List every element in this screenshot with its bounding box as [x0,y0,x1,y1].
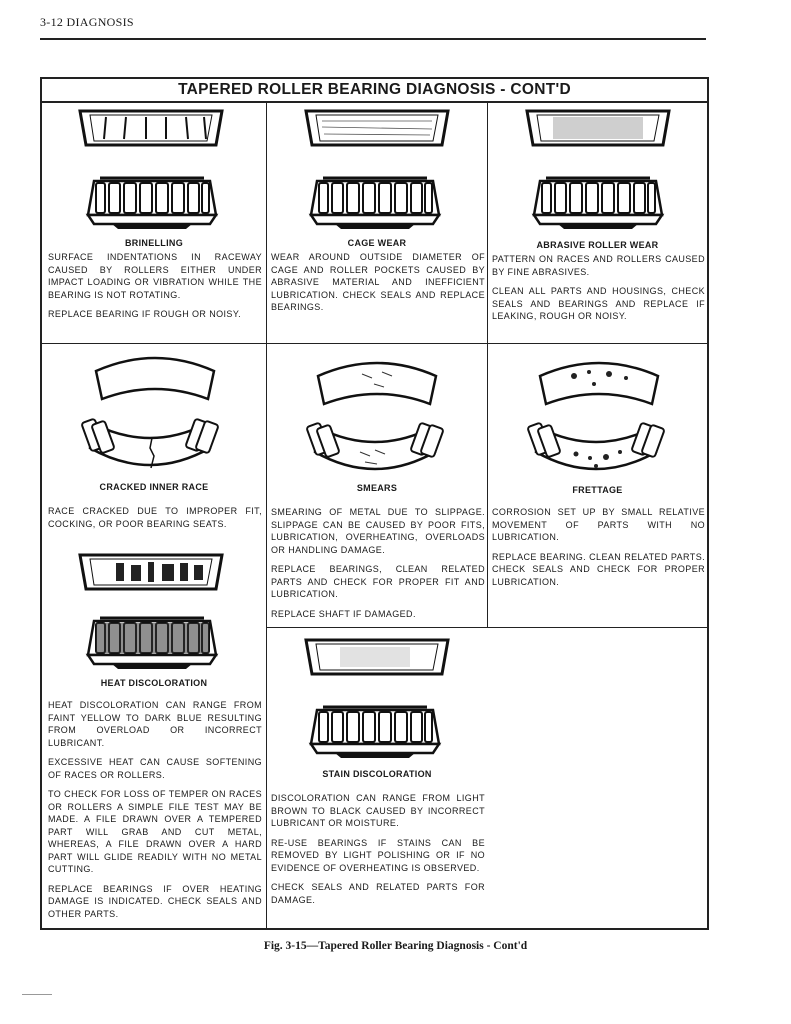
paragraph: REPLACE BEARINGS, CLEAN RELATED PARTS AND CHECK FOR PROPER FIT AND LUBRICATION. [271,564,485,599]
bearing-cup-illustration [523,107,673,149]
bearing-cone-illustration [82,609,222,671]
cell-brinelling [42,101,266,343]
paragraph: EXCESSIVE HEAT CAN CAUSE SOFTENING OF RACES OR ROLLERS. [48,757,262,780]
condition-title: HEAT DISCOLORATION [100,678,208,688]
table-title: TAPERED ROLLER BEARING DIAGNOSIS - CONT'D [42,79,707,103]
cell-stain-discoloration [267,628,487,930]
race-segment-illustration [534,354,664,414]
footer-mark [22,994,52,995]
race-segment-illustration [90,349,220,409]
paragraph: REPLACE BEARING IF ROUGH OR NOISY. [48,309,241,319]
cone-segment-illustration [526,412,666,482]
condition-description [48,699,262,927]
condition-description [48,505,262,537]
cell-frettage [488,344,707,627]
bearing-cone-illustration [305,169,445,231]
paragraph: SMEARING OF METAL DUE TO SLIPPAGE. SLIPPAGE CAN BE CAUSED BY POOR FITS, LUBRICATION, OVERHEATING, OVERLOADS OR HANDLING DAMAGE. [271,507,485,555]
paragraph: RE-USE BEARINGS IF STAINS CAN BE REMOVED BY LIGHT POLISHING OR IF NO EVIDENCE OF OVERHEATING IS OBSERVED. [271,837,485,873]
paragraph: RACE CRACKED DUE TO IMPROPER FIT, COCKING, OR POOR BEARING SEATS. [48,506,262,529]
bearing-cup-illustration [302,107,452,149]
condition-title: ABRASIVE ROLLER WEAR [536,240,659,250]
paragraph: SURFACE INDENTATIONS IN RACEWAY CAUSED BY ROLLERS EITHER UNDER IMPACT LOADING OR VIBRATION WHILE THE BEARING IS NOT ROTATING. [48,252,262,300]
condition-description [492,506,705,595]
bearing-cone-illustration [305,698,445,760]
paragraph: CLEAN ALL PARTS AND HOUSINGS, CHECK SEALS AND BEARINGS AND REPLACE IF LEAKING, ROUGH OR NOISY. [492,286,705,321]
condition-description [271,506,485,627]
condition-title: SMEARS [356,483,398,493]
condition-title: BRINELLING [125,238,183,248]
paragraph: REPLACE BEARINGS IF OVER HEATING DAMAGE IS INDICATED. CHECK SEALS AND OTHER PARTS. [48,883,262,919]
bearing-cone-illustration [528,169,668,231]
paragraph: PATTERN ON RACES AND ROLLERS CAUSED BY FINE ABRASIVES. [492,254,705,277]
condition-title: STAIN DISCOLORATION [322,769,432,779]
paragraph: CHECK SEALS AND RELATED PARTS FOR DAMAGE. [271,882,485,905]
condition-description [271,792,485,913]
bearing-cup-illustration [302,636,452,678]
condition-title: CRACKED INNER RACE [99,482,209,492]
cone-segment-illustration [305,412,445,482]
cell-smears [267,344,487,627]
condition-title: FRETTAGE [572,485,623,495]
condition-title: CAGE WEAR [347,238,407,248]
cell-heat-discoloration [42,547,266,930]
condition-description [492,253,705,330]
figure-caption: Fig. 3-15—Tapered Roller Bearing Diagnosis - Cont'd [263,940,528,952]
bearing-cup-illustration [76,107,226,149]
paragraph: WEAR AROUND OUTSIDE DIAMETER OF CAGE AND ROLLER POCKETS CAUSED BY ABRASIVE MATERIAL AND INEFFICIENT LUBRICATION. CHECK SEALS AND REPLACE BEARINGS. [271,252,485,312]
cell-cracked-inner-race [42,344,266,544]
paragraph: DISCOLORATION CAN RANGE FROM LIGHT BROWN TO BLACK CAUSED BY INCORRECT LUBRICANT OR MOISTURE. [271,793,485,828]
paragraph: HEAT DISCOLORATION CAN RANGE FROM FAINT YELLOW TO DARK BLUE RESULTING FROM OVERLOAD OR INCORRECT LUBRICANT. [48,700,262,748]
cone-segment-illustration [80,408,220,478]
diagnosis-table [40,77,709,930]
paragraph: REPLACE BEARING. CLEAN RELATED PARTS. CHECK SEALS AND CHECK FOR PROPER LUBRICATION. [492,551,705,587]
condition-description [271,251,485,321]
paragraph: REPLACE SHAFT IF DAMAGED. [271,608,416,619]
condition-description [48,251,262,328]
paragraph: TO CHECK FOR LOSS OF TEMPER ON RACES OR ROLLERS A SIMPLE FILE TEST MAY BE MADE. A FILE DRAWN OVER A TEMPERED PART WILL GRAB AND CUT METAL, WHEREAS, A FILE DRAWN OVER A HARD PART WILL GLIDE READILY WITH NO METAL CUTTING. [48,789,262,874]
header-rule [40,38,706,40]
cell-cage-wear [267,101,487,343]
page-header: 3-12 DIAGNOSIS [40,15,134,29]
race-segment-illustration [312,354,442,414]
bearing-cone-illustration [82,169,222,231]
paragraph: CORROSION SET UP BY SMALL RELATIVE MOVEMENT OF PARTS WITH NO LUBRICATION. [492,507,705,542]
bearing-cup-illustration [76,551,226,593]
cell-abrasive-roller-wear [488,101,707,343]
